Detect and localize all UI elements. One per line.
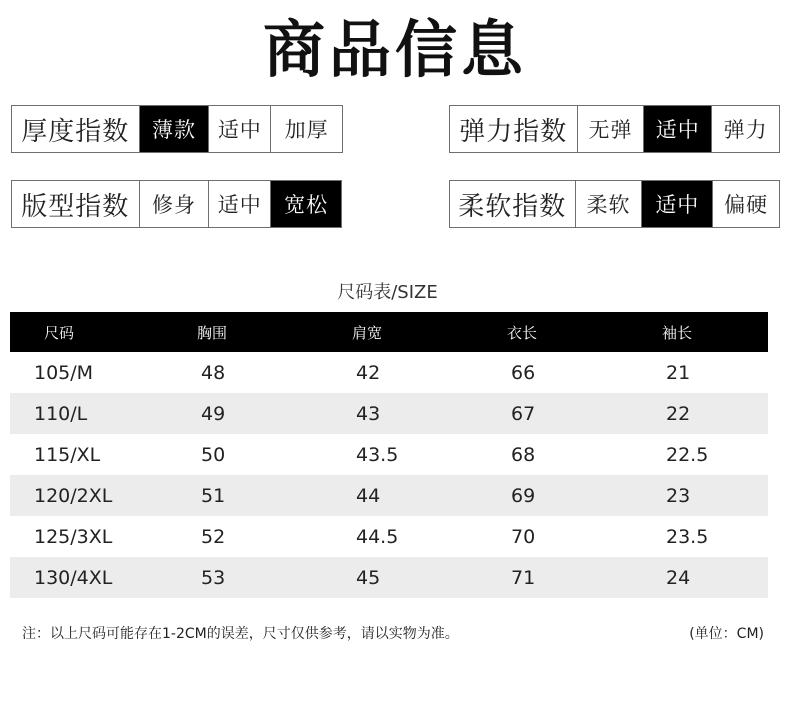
table-row bbox=[10, 557, 768, 598]
header-shoulder: 肩宽 bbox=[352, 323, 383, 342]
page-title: 商品信息 bbox=[262, 13, 527, 86]
shoulder-cell: 44 bbox=[356, 484, 381, 507]
length-cell: 70 bbox=[511, 525, 536, 548]
size-cell: 120/2XL bbox=[34, 484, 113, 507]
softness-index bbox=[449, 180, 780, 228]
softness-option-medium: 适中 bbox=[642, 181, 713, 227]
length-cell: 68 bbox=[511, 443, 536, 466]
thickness-option-medium: 适中 bbox=[209, 106, 271, 152]
length-cell: 69 bbox=[511, 484, 536, 507]
chest-cell: 51 bbox=[201, 484, 226, 507]
shoulder-cell: 43 bbox=[356, 402, 381, 425]
header-sleeve: 袖长 bbox=[662, 323, 693, 342]
shoulder-cell: 42 bbox=[356, 361, 381, 384]
softness-option-hard: 偏硬 bbox=[724, 193, 769, 217]
size-cell: 125/3XL bbox=[34, 525, 113, 548]
shoulder-cell: 45 bbox=[356, 566, 381, 589]
table-row bbox=[10, 352, 768, 393]
elasticity-index-label: 弹力指数 bbox=[450, 106, 578, 152]
elasticity-option-stretch: 弹力 bbox=[723, 118, 768, 142]
fit-index-label: 版型指数 bbox=[12, 181, 140, 227]
chest-cell: 52 bbox=[201, 525, 226, 548]
softness-option-soft: 柔软 bbox=[576, 181, 643, 227]
size-cell: 110/L bbox=[34, 402, 88, 425]
table-row bbox=[10, 393, 768, 434]
fit-option-slim: 修身 bbox=[140, 181, 210, 227]
table-row bbox=[10, 475, 768, 516]
header-size: 尺码 bbox=[44, 323, 75, 342]
elasticity-option-none: 无弹 bbox=[578, 106, 645, 152]
length-cell: 67 bbox=[511, 402, 536, 425]
size-cell: 130/4XL bbox=[34, 566, 113, 589]
thickness-index-label: 厚度指数 bbox=[12, 106, 140, 152]
thickness-index bbox=[11, 105, 343, 153]
fit-index bbox=[11, 180, 342, 228]
sleeve-cell: 23 bbox=[666, 484, 691, 507]
sleeve-cell: 23.5 bbox=[666, 525, 709, 548]
measurement-note: 注：以上尺码可能存在1-2CM的误差，尺寸仅供参考，请以实物为准。 bbox=[22, 626, 459, 642]
size-table-header bbox=[10, 312, 768, 352]
elasticity-option-medium: 适中 bbox=[644, 106, 712, 152]
sleeve-cell: 24 bbox=[666, 566, 691, 589]
size-cell: 105/M bbox=[34, 361, 94, 384]
header-chest: 胸围 bbox=[197, 323, 228, 342]
sleeve-cell: 22 bbox=[666, 402, 691, 425]
fit-option-medium: 适中 bbox=[209, 181, 271, 227]
chest-cell: 50 bbox=[201, 443, 226, 466]
thickness-option-thin: 薄款 bbox=[140, 106, 210, 152]
length-cell: 66 bbox=[511, 361, 536, 384]
chest-cell: 48 bbox=[201, 361, 226, 384]
header-length: 衣长 bbox=[507, 323, 538, 342]
size-table bbox=[10, 312, 768, 598]
sleeve-cell: 22.5 bbox=[666, 443, 709, 466]
length-cell: 71 bbox=[511, 566, 536, 589]
softness-index-label: 柔软指数 bbox=[450, 181, 576, 227]
fit-option-loose: 宽松 bbox=[271, 181, 341, 227]
shoulder-cell: 44.5 bbox=[356, 525, 399, 548]
sleeve-cell: 21 bbox=[666, 361, 691, 384]
table-row bbox=[10, 434, 768, 475]
chest-cell: 53 bbox=[201, 566, 226, 589]
size-table-caption: 尺码表/SIZE bbox=[337, 282, 438, 303]
elasticity-index bbox=[449, 105, 780, 153]
unit-label: (单位：CM) bbox=[689, 626, 764, 642]
table-row bbox=[10, 516, 768, 557]
chest-cell: 49 bbox=[201, 402, 226, 425]
shoulder-cell: 43.5 bbox=[356, 443, 399, 466]
thickness-option-thick: 加厚 bbox=[284, 118, 329, 142]
size-cell: 115/XL bbox=[34, 443, 101, 466]
